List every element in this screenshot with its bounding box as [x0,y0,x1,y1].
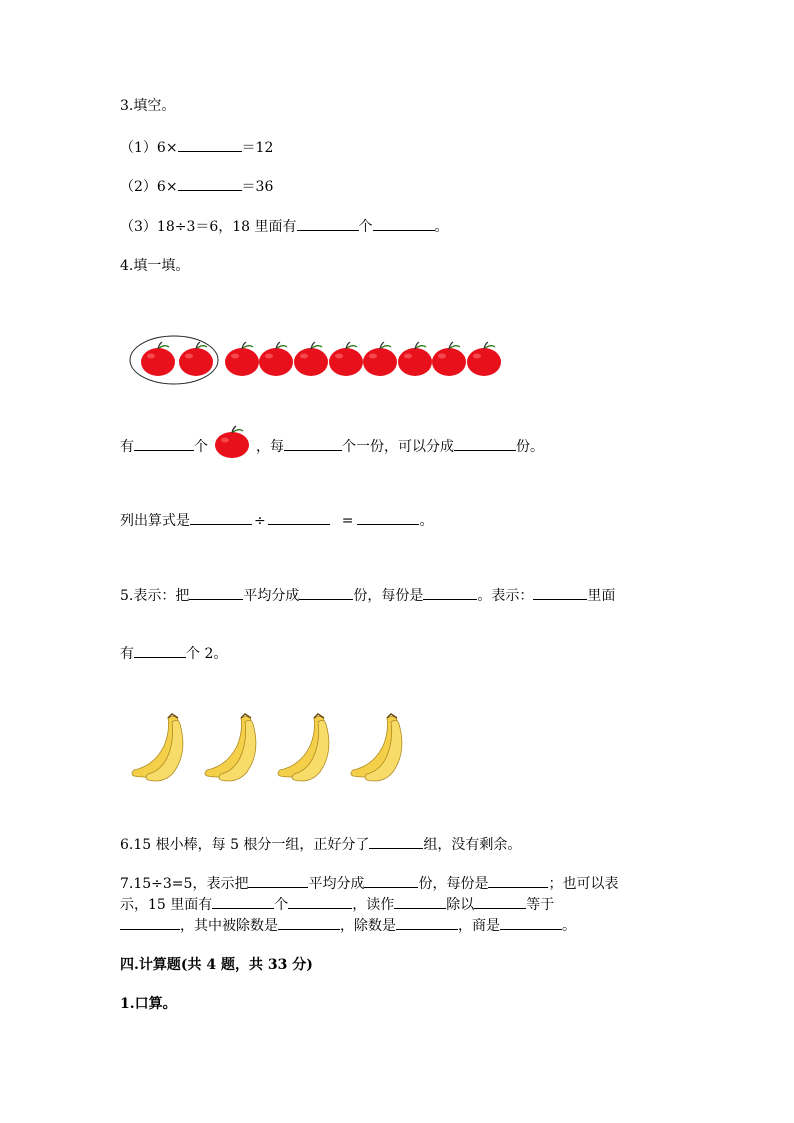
q7-blank-10[interactable] [396,915,458,930]
q3-line2 [120,176,273,197]
q4-line2-p3: = [341,513,354,529]
q7-blank-5[interactable] [288,894,352,909]
q4-blank-5[interactable] [268,510,330,525]
q3-blank-1[interactable] [178,137,242,152]
q5-blank-3[interactable] [423,585,477,600]
q6-blank-1[interactable] [369,834,423,849]
q7-line1-p3: 份，每份是 [418,876,489,892]
apple-icon [294,342,328,376]
q5-line1-p1: 5.表示：把 [120,588,190,604]
q4-line1-p3: ，每 [256,439,284,455]
q7-blank-7[interactable] [474,894,526,909]
apple-icon [179,342,213,376]
q3-line1-suffix: ＝12 [241,140,274,156]
q4-blank-2[interactable] [284,436,342,451]
q7-line2-p1: 示，15 里面有 [120,897,213,913]
q7-line2-p5: 等于 [526,897,555,913]
apple-icon [259,342,293,376]
q3-blank-4[interactable] [373,216,435,231]
banana-icon [278,714,329,781]
q7-line3 [120,915,576,936]
q7-blank-11[interactable] [500,915,562,930]
q7-line2-p3: ，读作 [352,897,395,913]
q6-p1: 6.15 根小棒，每 5 根分一组，正好分了 [120,837,370,853]
q4-blank-1[interactable] [134,436,194,451]
q5-line2-p2: 个 2。 [186,646,228,662]
q4-line1-p5: 份。 [516,439,544,455]
q3-line3-suffix: 。 [434,219,449,235]
q5-line1-p2: 平均分成 [243,588,300,604]
q3-title: 3.填空。 [120,98,176,114]
q5-line1 [120,585,615,606]
q3-line3-prefix: （3）18÷3＝6，18 里面有 [120,219,297,235]
q5-blank-2[interactable] [299,585,353,600]
q4-line1-p1: 有 [120,439,134,455]
q7-blank-4[interactable] [212,894,274,909]
apple-icon [141,342,175,376]
q7-line1 [120,873,618,894]
q4-title: 4.填一填。 [120,258,190,274]
q7-blank-3[interactable] [488,873,548,888]
apple-icon [363,342,397,376]
q7-line1-p4: ；也可以表 [548,876,619,892]
apple-icon [212,424,252,460]
q6-line [120,834,521,855]
q4-line1-p4: 个一份，可以分成 [342,439,454,455]
q5-line1-p5: 里面 [587,588,616,604]
q7-line3-p4: 。 [562,918,576,934]
q3-line2-prefix: （2）6× [120,179,178,195]
q3-blank-2[interactable] [178,176,242,191]
q5-line2-p1: 有 [120,646,134,662]
q4-line2-p2: ÷ [254,513,266,529]
q4-line2-p1: 列出算式是 [120,513,190,529]
banana-icon [351,714,402,781]
q5-blank-5[interactable] [134,643,186,658]
q3-line3 [120,216,449,237]
q4-line1-p2: 个 [194,439,208,455]
banana-row [122,712,422,784]
q3-line2-suffix: ＝36 [241,179,274,195]
q4-line2 [120,510,433,531]
q3-line3-mid: 个 [358,219,373,235]
q4-blank-6[interactable] [357,510,419,525]
q7-blank-1[interactable] [248,873,308,888]
q5-line1-p4: 。表示： [477,588,534,604]
q7-blank-6[interactable] [394,894,446,909]
s4q1-title: 1.口算。 [120,996,177,1012]
q3-line1-prefix: （1）6× [120,140,178,156]
q4-blank-4[interactable] [190,510,252,525]
q7-line1-p2: 平均分成 [308,876,365,892]
apple-icon [398,342,432,376]
q4-line2-p4: 。 [419,513,434,529]
banana-icon [132,714,183,781]
apple-icon [432,342,466,376]
q5-line1-p3: 份，每份是 [353,588,424,604]
q7-blank-2[interactable] [364,873,418,888]
q7-line2-p2: 个 [274,897,289,913]
q4-line1 [120,434,544,460]
q7-line3-p1: ，其中被除数是 [180,918,278,934]
q7-line2 [120,894,554,915]
q7-blank-9[interactable] [278,915,340,930]
q5-blank-1[interactable] [189,585,243,600]
apple-icon [225,342,259,376]
apple-icon [329,342,363,376]
q7-line2-p4: 除以 [446,897,475,913]
q3-blank-3[interactable] [297,216,359,231]
banana-icon [205,714,256,781]
q3-line1 [120,137,273,158]
q7-line3-p2: ，除数是 [340,918,396,934]
q7-line1-p1: 7.15÷3=5，表示把 [120,876,249,892]
q4-blank-3[interactable] [454,436,516,451]
q5-line2 [120,643,227,664]
q7-blank-8[interactable] [120,915,180,930]
q5-blank-4[interactable] [533,585,587,600]
q6-p2: 组，没有剩余。 [423,837,522,853]
apple-icon [467,342,501,376]
apple-row [126,334,506,390]
section4-title: 四.计算题(共 4 题，共 33 分) [120,957,313,973]
q7-line3-p3: ，商是 [458,918,500,934]
